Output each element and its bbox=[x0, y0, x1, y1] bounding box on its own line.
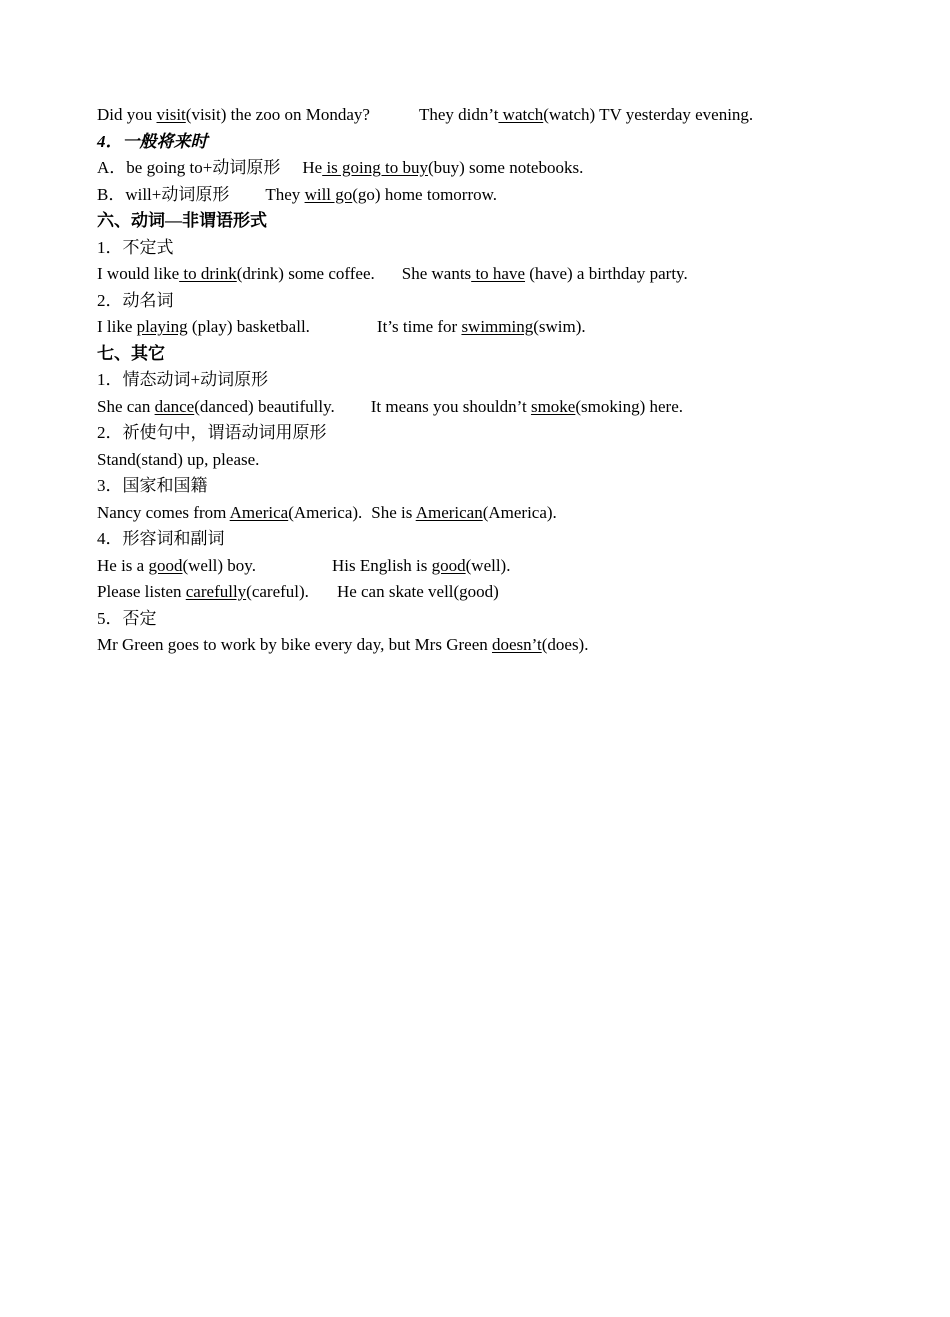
subsection-heading: 5．否定 bbox=[97, 608, 157, 628]
answer-blank: carefully bbox=[185, 582, 247, 601]
subsection-heading: 2．祈使句中，谓语动词用原形 bbox=[97, 423, 327, 442]
sentence-line: Stand(stand) up, please. bbox=[97, 449, 260, 469]
answer-blank: watch bbox=[498, 105, 544, 124]
sentence-line: Please listen carefully(careful). He can skate vell(good) bbox=[97, 582, 499, 601]
sentence-line: He is a good(well) boy. His English is good(well). bbox=[97, 555, 511, 575]
sentence-line: Nancy comes from America(America). She is American(America). bbox=[97, 502, 557, 522]
sentence-line: Mr Green goes to work by bike every day, but Mrs Green doesn’t(does). bbox=[97, 635, 589, 654]
subsection-heading: 3．国家和国籍 bbox=[97, 476, 208, 495]
subsection-heading: 1．不定式 bbox=[97, 237, 174, 257]
answer-blank: will go bbox=[304, 184, 353, 204]
document-page bbox=[97, 102, 897, 659]
section-heading: 六、动词—非谓语形式 bbox=[97, 211, 267, 230]
answer-blank: to drink bbox=[179, 264, 237, 283]
sentence-line: Did you visit(visit) the zoo on Monday? They didn’t watch(watch) TV yesterday evening. bbox=[97, 105, 754, 124]
subsection-heading: 2．动名词 bbox=[97, 290, 174, 310]
answer-blank: America bbox=[229, 502, 289, 522]
section-heading: 七、其它 bbox=[97, 343, 165, 363]
answer-blank: swimming bbox=[461, 317, 534, 336]
answer-blank: is going to buy bbox=[322, 158, 428, 177]
sentence-line: A．be going to+动词原形 He is going to buy(buy) some notebooks. bbox=[97, 158, 584, 177]
sentence-line: She can dance(danced) beautifully. It means you shouldn’t smoke(smoking) here. bbox=[97, 396, 683, 416]
answer-blank: visit bbox=[156, 105, 186, 124]
answer-blank: good bbox=[431, 555, 466, 575]
answer-blank: good bbox=[148, 555, 183, 575]
answer-blank: playing bbox=[136, 317, 188, 336]
subsection-heading: 4．形容词和副词 bbox=[97, 529, 225, 548]
sentence-line: I would like to drink(drink) some coffee. She wants to have (have) a birthday party. bbox=[97, 264, 688, 283]
answer-blank: dance bbox=[154, 396, 195, 416]
subsection-heading: 1．情态动词+动词原形 bbox=[97, 370, 269, 389]
answer-blank: doesn’t bbox=[491, 635, 542, 654]
answer-blank: to have bbox=[471, 264, 526, 283]
answer-blank: American bbox=[415, 502, 483, 522]
section-heading: 4．一般将来时 bbox=[97, 131, 208, 151]
sentence-line: B．will+动词原形 They will go(go) home tomorrow. bbox=[97, 184, 498, 204]
answer-blank: smoke bbox=[530, 396, 576, 416]
sentence-line: I like playing (play) basketball. It’s time for swimming(swim). bbox=[97, 317, 586, 336]
